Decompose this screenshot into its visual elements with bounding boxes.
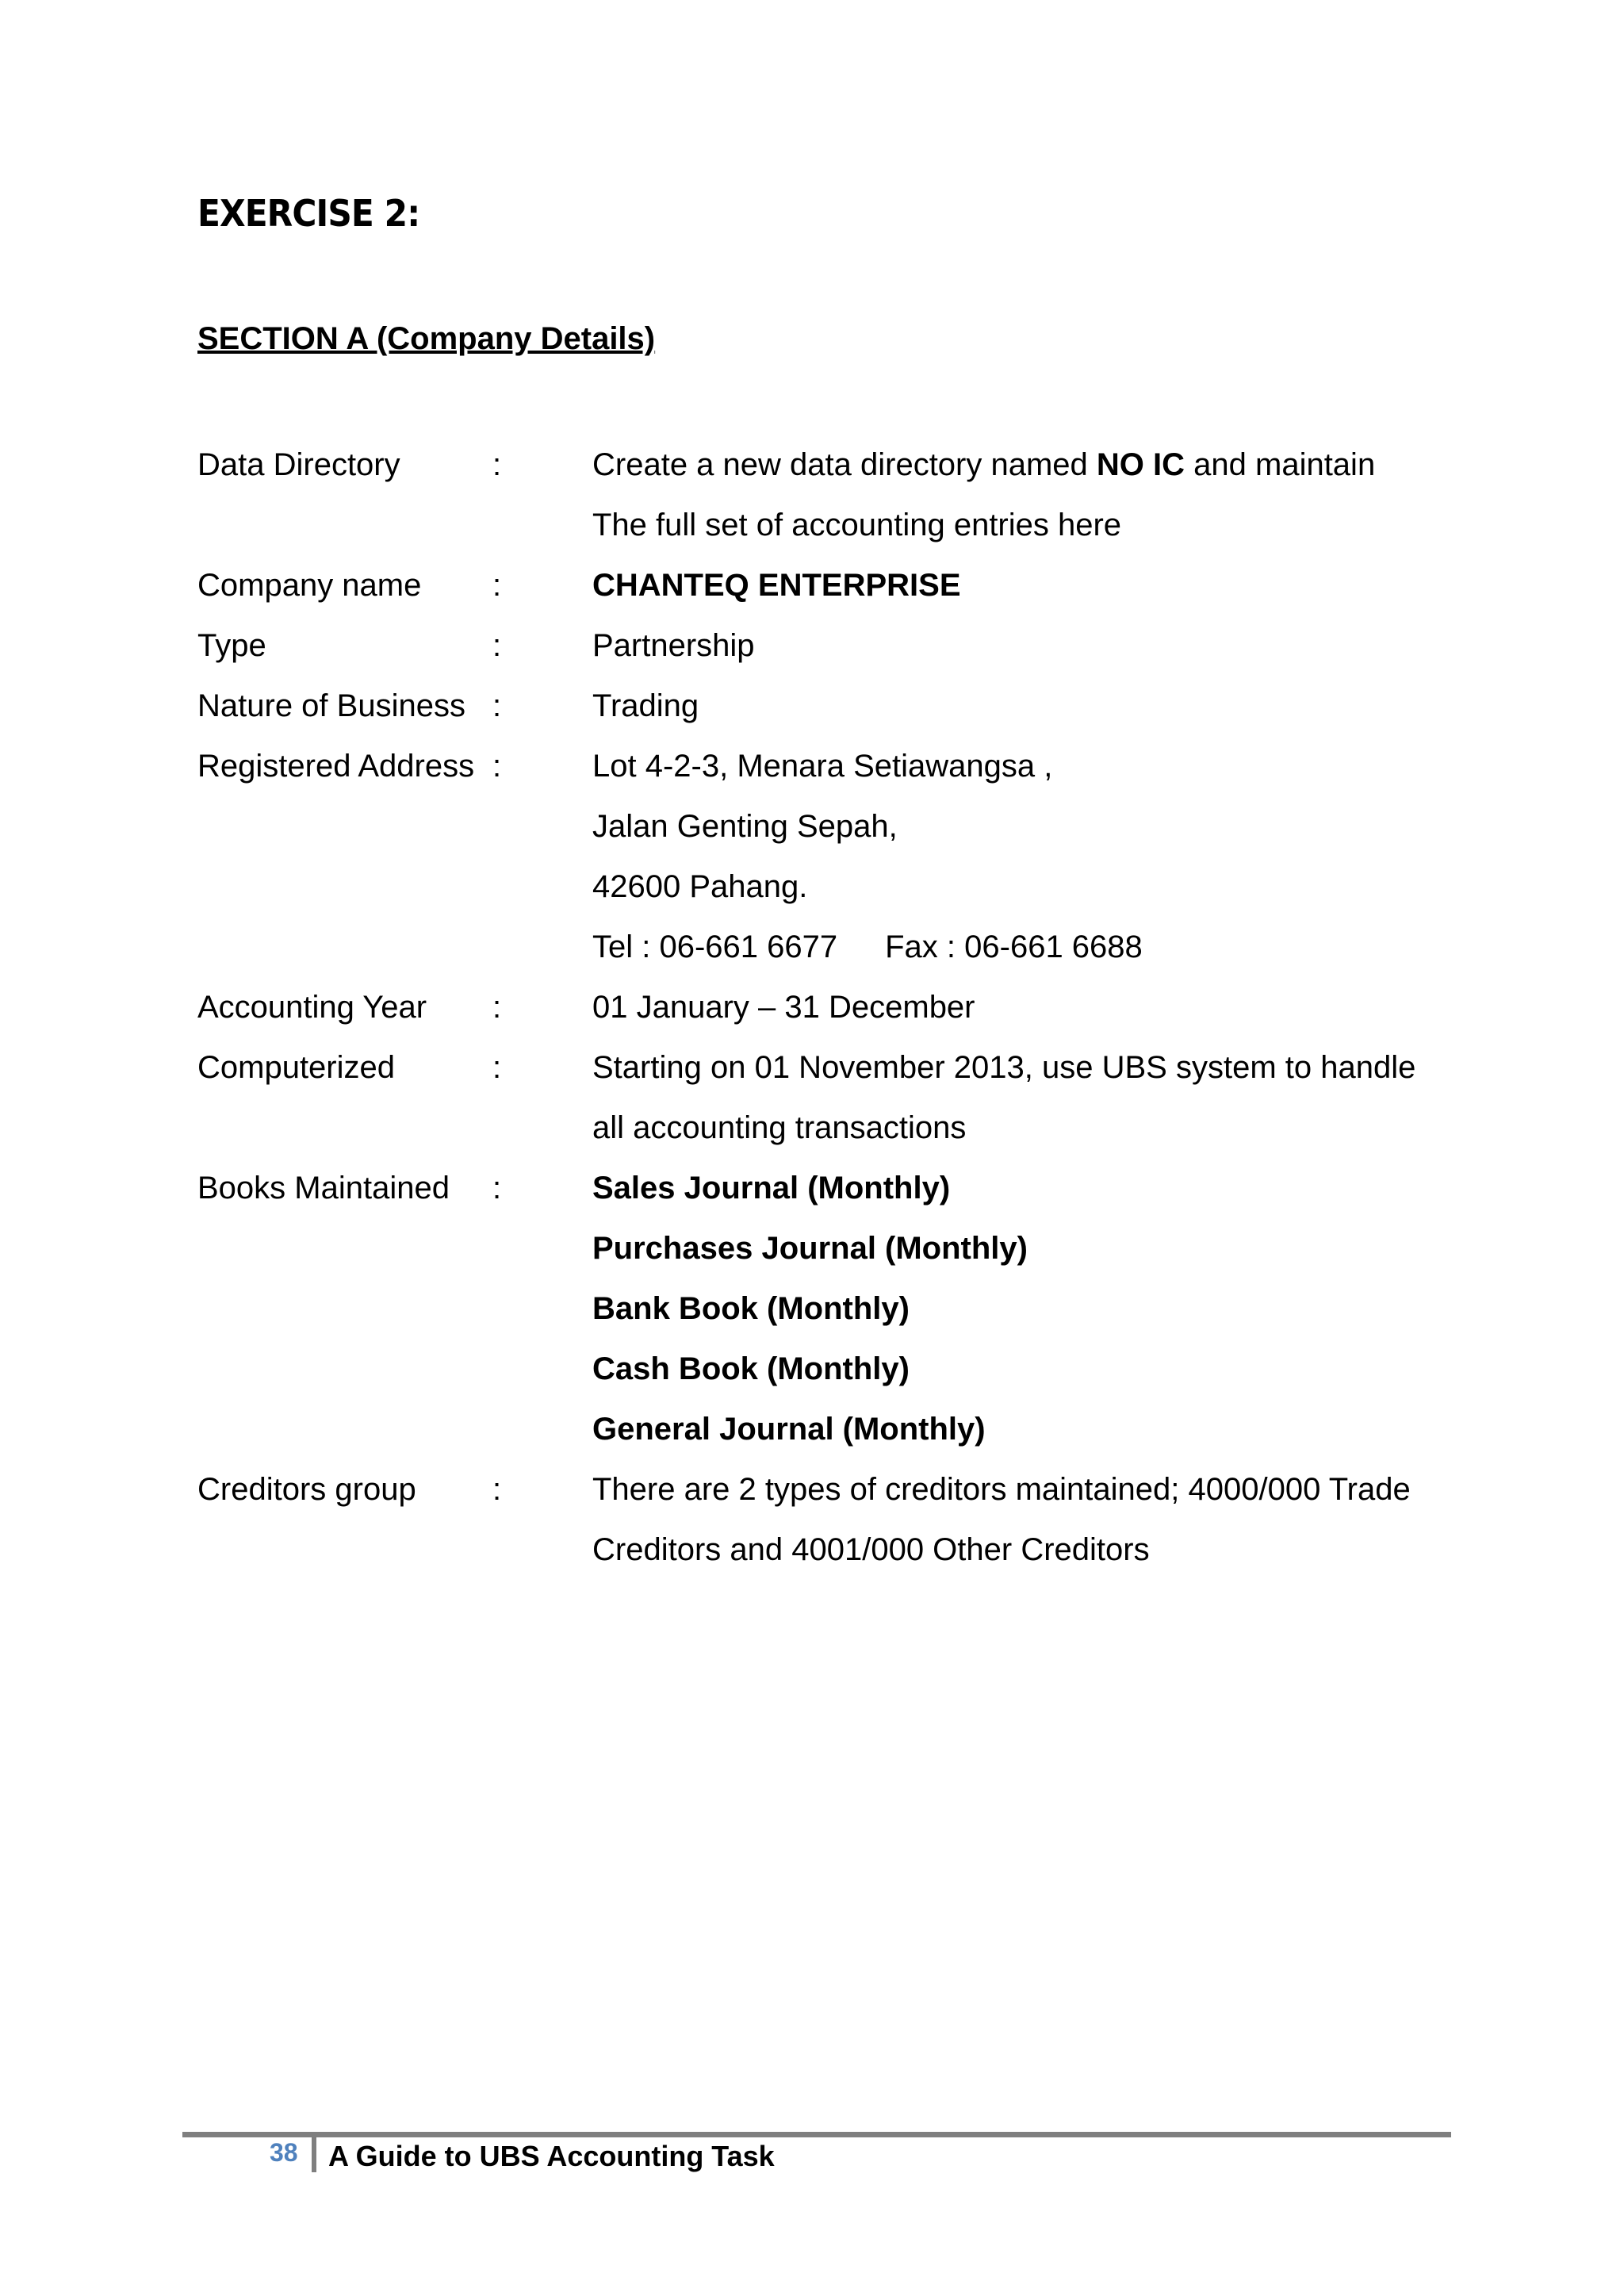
detail-label: Computerized <box>197 1050 396 1085</box>
detail-colon: : <box>492 447 502 482</box>
detail-row-registered-address <box>197 736 1450 796</box>
detail-colon: : <box>492 990 502 1025</box>
directory-name: NO IC <box>1096 447 1185 482</box>
section-heading: SECTION A (Company Details) <box>197 321 656 356</box>
detail-row-company-name <box>197 555 1450 615</box>
address-line: Lot 4-2-3, Menara Setiawangsa , <box>592 749 1053 784</box>
detail-row-creditors-group <box>197 1459 1450 1520</box>
fax-number: Fax : 06-661 6688 <box>885 930 1143 964</box>
detail-label: Company name <box>197 568 422 603</box>
detail-value: Partnership <box>592 628 755 663</box>
detail-row-computerized <box>197 1037 1450 1098</box>
detail-row-books-maintained <box>197 1158 1450 1218</box>
detail-colon: : <box>492 1050 502 1085</box>
address-line: Jalan Genting Sepah, <box>592 809 898 844</box>
exercise-title: EXERCISE 2: <box>197 192 420 235</box>
value-text: and maintain <box>1185 447 1376 482</box>
book-item: Sales Journal (Monthly) <box>592 1171 951 1205</box>
detail-row-continuation <box>197 917 1450 977</box>
detail-value <box>592 435 1375 495</box>
detail-row-continuation <box>197 1098 1450 1158</box>
detail-colon: : <box>492 1472 502 1507</box>
footer-rule <box>182 2132 1451 2137</box>
detail-colon: : <box>492 568 502 603</box>
company-name-value: CHANTEQ ENTERPRISE <box>592 568 961 603</box>
detail-row-continuation <box>197 1339 1450 1399</box>
contact-line <box>592 917 1143 977</box>
detail-colon: : <box>492 749 502 784</box>
tel-number: Tel : 06-661 6677 <box>592 930 838 964</box>
detail-label: Type <box>197 628 266 663</box>
detail-row-accounting-year <box>197 977 1450 1037</box>
detail-label: Creditors group <box>197 1472 416 1507</box>
detail-row-continuation <box>197 857 1450 917</box>
detail-value: The full set of accounting entries here <box>592 508 1122 542</box>
detail-row-continuation <box>197 1218 1450 1278</box>
detail-colon: : <box>492 1171 502 1205</box>
detail-label: Data Directory <box>197 447 400 482</box>
detail-colon: : <box>492 688 502 723</box>
detail-value: Creditors and 4001/000 Other Creditors <box>592 1532 1150 1567</box>
book-item: Cash Book (Monthly) <box>592 1351 910 1386</box>
detail-row-type <box>197 615 1450 676</box>
footer-divider <box>312 2137 316 2172</box>
detail-label: Nature of Business <box>197 688 465 723</box>
value-text: Create a new data directory named <box>592 447 1097 482</box>
footer-title: A Guide to UBS Accounting Task <box>328 2140 775 2172</box>
detail-row-continuation <box>197 495 1450 555</box>
detail-colon: : <box>492 628 502 663</box>
detail-value: There are 2 types of creditors maintained; 4000/000 Trade <box>592 1472 1411 1507</box>
book-item: Bank Book (Monthly) <box>592 1291 910 1326</box>
detail-value: Starting on 01 November 2013, use UBS system to handle <box>592 1050 1416 1085</box>
company-details <box>197 435 1450 1580</box>
detail-label: Accounting Year <box>197 990 427 1025</box>
detail-value: Trading <box>592 688 699 723</box>
detail-label: Books Maintained <box>197 1171 450 1205</box>
detail-row-nature-of-business <box>197 676 1450 736</box>
page-number: 38 <box>270 2138 298 2167</box>
book-item: General Journal (Monthly) <box>592 1412 986 1447</box>
detail-row-continuation <box>197 796 1450 857</box>
detail-value: 01 January – 31 December <box>592 990 975 1025</box>
book-item: Purchases Journal (Monthly) <box>592 1231 1028 1266</box>
detail-row-continuation <box>197 1399 1450 1459</box>
detail-value: all accounting transactions <box>592 1110 967 1145</box>
address-line: 42600 Pahang. <box>592 869 808 904</box>
detail-row-continuation <box>197 1520 1450 1580</box>
detail-label: Registered Address <box>197 749 475 784</box>
detail-row-continuation <box>197 1278 1450 1339</box>
detail-row-data-directory <box>197 435 1450 495</box>
